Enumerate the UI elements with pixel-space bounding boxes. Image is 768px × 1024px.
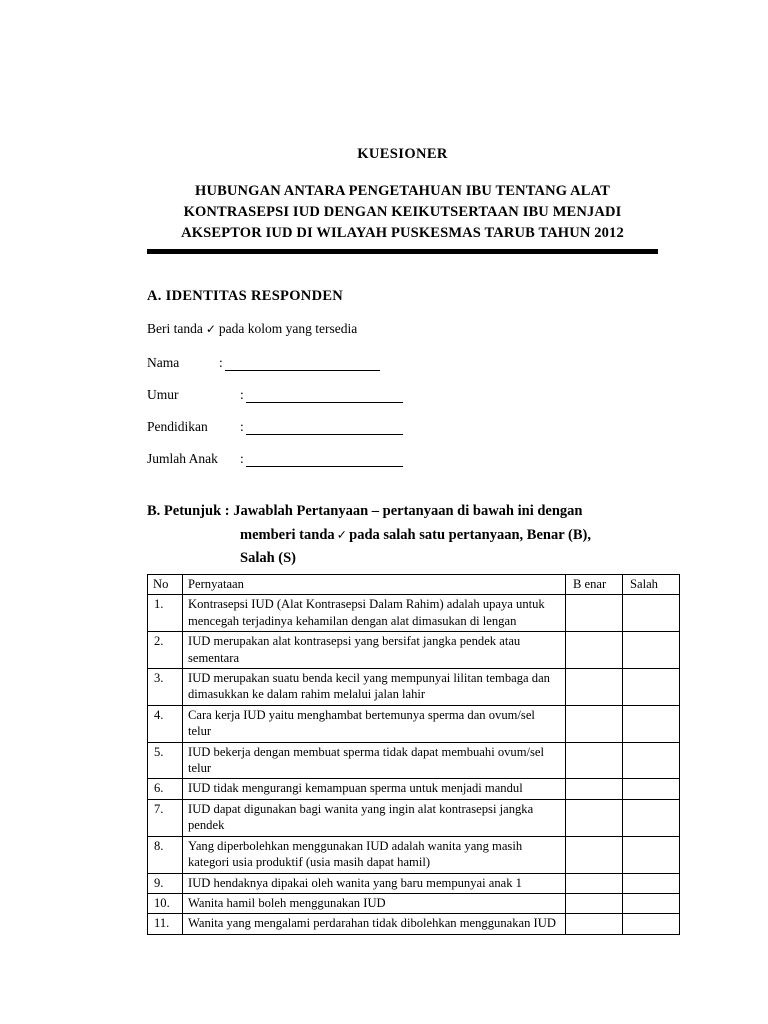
field-nama-colon: : <box>219 355 223 370</box>
field-pendidikan-colon: : <box>240 419 244 434</box>
field-nama-label: Nama <box>147 355 180 370</box>
row-number: 5. <box>148 742 183 779</box>
table-row <box>148 595 680 632</box>
section-b-line-1: B. Petunjuk : Jawablah Pertanyaan – pertanyaan di bawah ini dengan <box>147 503 583 519</box>
answer-cell-salah[interactable] <box>623 632 680 669</box>
answer-cell-salah[interactable] <box>623 669 680 706</box>
row-statement: Yang diperbolehkan menggunakan IUD adalah wanita yang masih kategori usia produktif (usia masih dapat hamil) <box>183 836 566 873</box>
row-statement: IUD dapat digunakan bagi wanita yang ingin alat kontrasepsi jangka pendek <box>183 799 566 836</box>
field-umur-label: Umur <box>147 387 179 402</box>
answer-cell-benar[interactable] <box>566 836 623 873</box>
row-number: 11. <box>148 914 183 934</box>
table-body <box>148 595 680 934</box>
row-statement: Wanita yang mengalami perdarahan tidak dibolehkan menggunakan IUD <box>183 914 566 934</box>
page-title: KUESIONER <box>357 146 448 162</box>
answer-cell-benar[interactable] <box>566 669 623 706</box>
answer-cell-benar[interactable] <box>566 595 623 632</box>
field-nama-input[interactable] <box>225 355 380 371</box>
field-umur-input[interactable] <box>246 387 403 403</box>
row-number: 4. <box>148 705 183 742</box>
section-a-heading: A. IDENTITAS RESPONDEN <box>147 288 344 304</box>
answer-cell-benar[interactable] <box>566 705 623 742</box>
table-row <box>148 836 680 873</box>
checkmark-icon: ✓ <box>336 527 348 542</box>
column-header-no: No <box>148 575 183 595</box>
row-statement: Wanita hamil boleh menggunakan IUD <box>183 893 566 913</box>
row-statement: Cara kerja IUD yaitu menghambat bertemunya sperma dan ovum/sel telur <box>183 705 566 742</box>
field-jumlah-anak-input[interactable] <box>246 451 403 467</box>
row-number: 8. <box>148 836 183 873</box>
column-header-statement: Pernyataan <box>183 575 566 595</box>
section-b-line-2-suffix: pada salah satu pertanyaan, Benar (B), <box>349 527 591 543</box>
row-statement: IUD bekerja dengan membuat sperma tidak dapat membuahi ovum/sel telur <box>183 742 566 779</box>
row-statement: IUD hendaknya dipakai oleh wanita yang baru mempunyai anak 1 <box>183 873 566 893</box>
document-subtitle <box>147 181 658 244</box>
row-number: 1. <box>148 595 183 632</box>
row-statement: IUD merupakan suatu benda kecil yang mempunyai lilitan tembaga dan dimasukkan ke dalam rahim melalui jalan lahir <box>183 669 566 706</box>
subtitle-line-2: KONTRASEPSI IUD DENGAN KEIKUTSERTAAN IBU MENJADI <box>183 204 622 220</box>
answer-cell-salah[interactable] <box>623 595 680 632</box>
field-nama <box>147 355 427 377</box>
row-statement: IUD merupakan alat kontrasepsi yang bersifat jangka pendek atau sementara <box>183 632 566 669</box>
row-number: 6. <box>148 779 183 799</box>
answer-cell-salah[interactable] <box>623 873 680 893</box>
answer-cell-benar[interactable] <box>566 799 623 836</box>
row-number: 7. <box>148 799 183 836</box>
answer-cell-salah[interactable] <box>623 799 680 836</box>
row-statement: IUD tidak mengurangi kemampuan sperma untuk menjadi mandul <box>183 779 566 799</box>
answer-cell-benar[interactable] <box>566 632 623 669</box>
section-b-line-3: Salah (S) <box>240 550 297 566</box>
field-umur-colon: : <box>240 387 244 402</box>
questionnaire-table <box>147 574 680 935</box>
table-row <box>148 742 680 779</box>
field-jumlah-anak-label: Jumlah Anak <box>147 451 218 466</box>
table-row <box>148 799 680 836</box>
answer-cell-salah[interactable] <box>623 836 680 873</box>
field-pendidikan <box>147 419 437 441</box>
row-number: 10. <box>148 893 183 913</box>
answer-cell-benar[interactable] <box>566 873 623 893</box>
instruction-suffix-text: pada kolom yang tersedia <box>218 321 358 336</box>
answer-cell-benar[interactable] <box>566 893 623 913</box>
answer-cell-benar[interactable] <box>566 742 623 779</box>
row-statement: Kontrasepsi IUD (Alat Kontrasepsi Dalam Rahim) adalah upaya untuk mencegah terjadinya kehamilan dengan alat dimasukan di lengan <box>183 595 566 632</box>
table-row <box>148 893 680 913</box>
answer-cell-salah[interactable] <box>623 914 680 934</box>
field-jumlah-anak <box>147 451 437 473</box>
answer-cell-benar[interactable] <box>566 779 623 799</box>
section-b-line-2 <box>147 523 667 547</box>
table-row <box>148 779 680 799</box>
field-pendidikan-label: Pendidikan <box>147 419 208 434</box>
field-jumlah-anak-colon: : <box>240 451 244 466</box>
column-header-benar: B enar <box>566 575 623 595</box>
answer-cell-salah[interactable] <box>623 705 680 742</box>
field-umur <box>147 387 437 409</box>
answer-cell-salah[interactable] <box>623 742 680 779</box>
title-divider <box>147 249 658 254</box>
row-number: 9. <box>148 873 183 893</box>
answer-cell-salah[interactable] <box>623 893 680 913</box>
answer-cell-benar[interactable] <box>566 914 623 934</box>
section-b-instructions <box>147 500 667 570</box>
row-number: 3. <box>148 669 183 706</box>
column-header-salah: Salah <box>623 575 680 595</box>
table-row <box>148 669 680 706</box>
table-row <box>148 873 680 893</box>
subtitle-line-1: HUBUNGAN ANTARA PENGETAHUAN IBU TENTANG ALAT <box>195 183 610 199</box>
answer-cell-salah[interactable] <box>623 779 680 799</box>
subtitle-line-3: AKSEPTOR IUD DI WILAYAH PUSKESMAS TARUB TAHUN 2012 <box>181 225 624 241</box>
row-number: 2. <box>148 632 183 669</box>
section-a-instruction <box>147 321 357 337</box>
field-pendidikan-input[interactable] <box>246 419 403 435</box>
table-row <box>148 914 680 934</box>
instruction-prefix-text: Beri tanda <box>147 321 203 336</box>
table-row <box>148 705 680 742</box>
checkmark-icon: ✓ <box>205 322 216 336</box>
section-b-line-2-prefix: memberi tanda <box>240 527 335 543</box>
table-header-row <box>148 575 680 595</box>
table-row <box>148 632 680 669</box>
